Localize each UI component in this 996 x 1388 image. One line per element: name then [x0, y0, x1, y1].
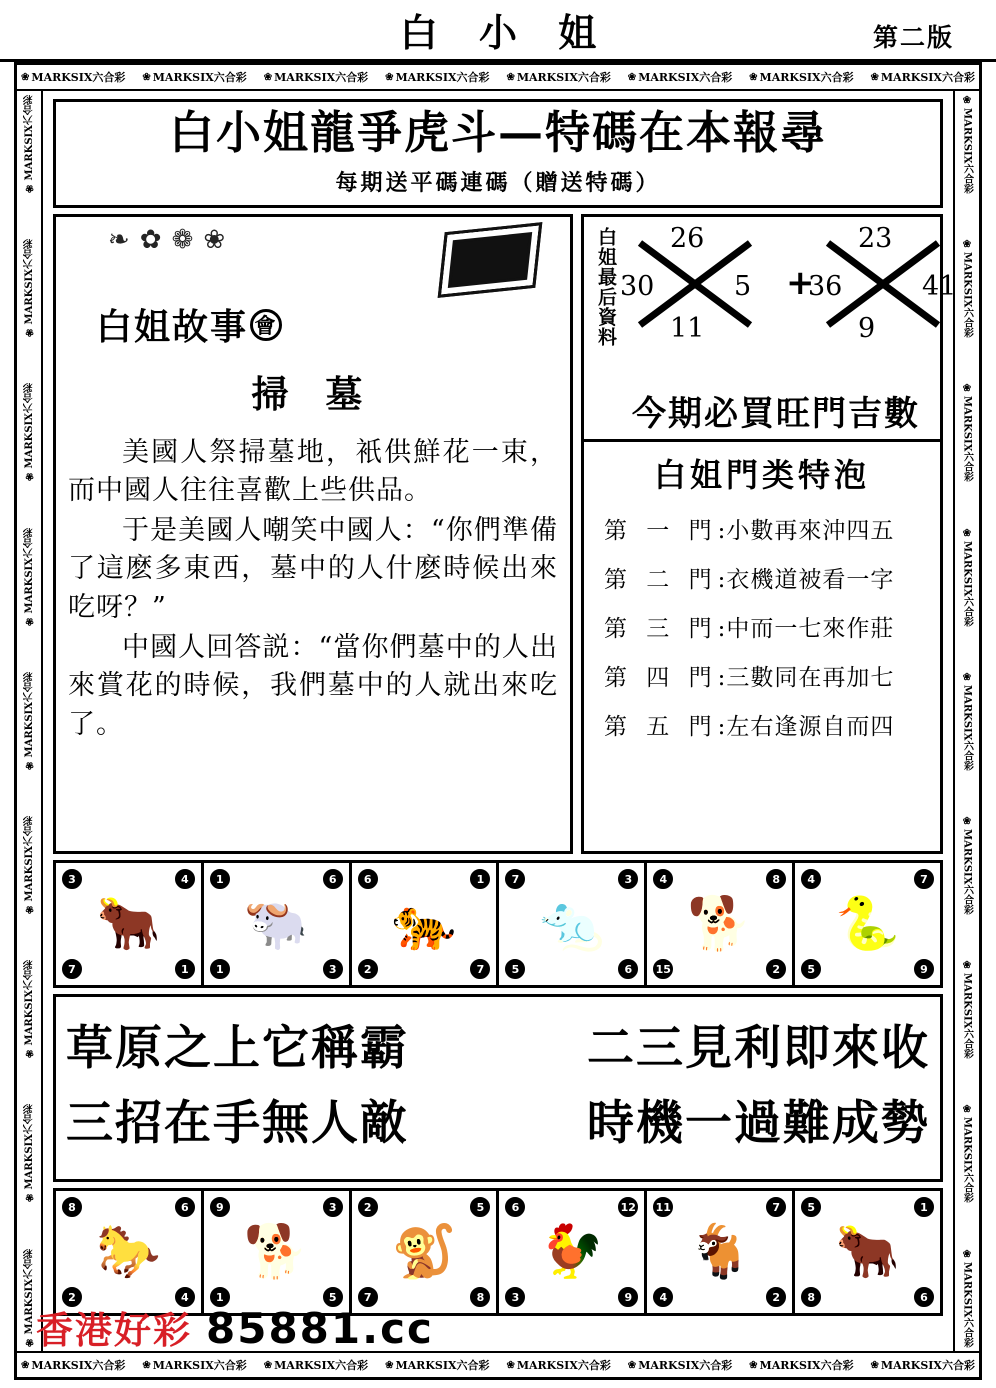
zodiac-number-ball: 2: [358, 1197, 378, 1217]
marksix-token-label: MARKSIX六合彩: [23, 1104, 35, 1190]
zodiac-number-ball: 7: [62, 959, 82, 979]
right-column: [581, 214, 957, 854]
zodiac-animal-icon: 🐂: [835, 1221, 900, 1282]
zodiac-number-ball: 3: [505, 1287, 525, 1307]
zodiac-animal-icon: 🐎: [96, 1221, 161, 1282]
marksix-token-label: MARKSIX六合彩: [961, 973, 973, 1059]
zodiac-number-ball: 1: [175, 959, 195, 979]
zodiac-cell[interactable]: [499, 1191, 647, 1313]
gate-label: 第 二 門: [604, 566, 718, 593]
marksix-token: [142, 69, 246, 85]
zodiac-number-ball: 5: [801, 1197, 821, 1217]
number-cluster-b: [808, 222, 960, 345]
gate-label: 第 五 門: [604, 713, 718, 740]
footer-brand-number: 85881.cc: [206, 1304, 434, 1353]
zodiac-cell[interactable]: [56, 1191, 204, 1313]
zodiac-number-ball: 6: [618, 959, 638, 979]
marksix-token-label: MARKSIX六合彩: [961, 828, 973, 915]
story-box: [53, 214, 573, 854]
flower-icon: ❀: [961, 1248, 973, 1260]
page-content: [43, 91, 957, 1351]
marksix-token: [264, 69, 368, 85]
marksix-token-label: MARKSIX六合彩: [152, 1359, 247, 1372]
zodiac-number-ball: 1: [210, 1287, 230, 1307]
zodiac-number-ball: 9: [618, 1287, 638, 1307]
flower-icon: ❀: [870, 71, 879, 83]
lucky-number: 23: [858, 222, 893, 254]
flower-icon: ❀: [961, 239, 973, 251]
flower-icon: ❀: [385, 71, 394, 83]
zodiac-animal-icon: 🐒: [391, 1221, 457, 1282]
number-cluster-a: [620, 222, 772, 345]
marksix-token-label: MARKSIX六合彩: [961, 540, 973, 627]
marksix-token-label: MARKSIX六合彩: [759, 1359, 854, 1372]
lucky-number: 30: [620, 270, 655, 302]
ribbon-left: [17, 91, 43, 1351]
gate-row: 第 四 門:三數同在再加七: [604, 664, 895, 691]
marksix-token: [749, 69, 853, 85]
headline-box: [53, 99, 943, 208]
marksix-token-label: MARKSIX六合彩: [23, 239, 35, 325]
zodiac-number-ball: 6: [358, 869, 378, 889]
footer-brand-cn: 香港好彩: [36, 1308, 192, 1352]
zodiac-number-ball: 3: [62, 869, 82, 889]
ribbon-top: [17, 65, 979, 91]
flower-icon: ❀: [23, 1047, 35, 1059]
zodiac-number-ball: 3: [323, 959, 343, 979]
flower-icon: ❀: [21, 1359, 30, 1371]
couplet-line: [66, 1086, 930, 1153]
marksix-token: [385, 69, 489, 85]
zodiac-number-ball: 11: [653, 1197, 673, 1217]
gate-text: 小數再來沖四五: [726, 517, 895, 544]
marksix-token-label: MARKSIX六合彩: [880, 1359, 975, 1372]
marksix-token: [22, 1249, 37, 1348]
headline-sub: 每期送平碼連碼（贈送特碼）: [335, 169, 661, 196]
flower-icon: ❀: [23, 759, 35, 771]
marksix-token-label: MARKSIX六合彩: [880, 71, 975, 84]
marksix-token: [22, 528, 37, 627]
marksix-token: [385, 1357, 489, 1373]
couplet-left: 三招在手無人敵: [66, 1095, 409, 1151]
couplet-right: 二三見利即來收: [587, 1020, 930, 1076]
zodiac-cell[interactable]: [204, 1191, 352, 1313]
marksix-token: [960, 528, 975, 627]
marksix-token-label: MARKSIX六合彩: [961, 396, 973, 482]
flower-icon: ❀: [870, 1359, 879, 1371]
gate-label: 第 三 門: [604, 615, 718, 642]
marksix-token: [22, 816, 37, 915]
gate-row: 第 一 門:小數再來沖四五: [604, 517, 895, 544]
zodiac-cell[interactable]: [647, 863, 795, 985]
flower-icon: ❀: [385, 1359, 394, 1371]
flower-icon: ❀: [142, 71, 151, 83]
zodiac-number-ball: 2: [62, 1287, 82, 1307]
zodiac-number-ball: 1: [210, 869, 230, 889]
zodiac-number-ball: 2: [766, 1287, 786, 1307]
marksix-token: [22, 960, 37, 1059]
marksix-token: [22, 672, 37, 771]
marksix-token-label: MARKSIX六合彩: [961, 1261, 973, 1347]
story-paragraph: 于是美國人嘲笑中國人：“你們準備了這麽多東西，墓中的人什麽時候出來吃呀？”: [68, 515, 558, 623]
story-paragraph: 美國人祭掃墓地，衹供鮮花一束，而中國人往往喜歡上些供品。: [68, 436, 558, 506]
story-paragraph: 中國人回答説：“當你們墓中的人出來賞花的時候，我們墓中的人就出來吃了。: [68, 632, 558, 740]
zodiac-cell[interactable]: [499, 863, 647, 985]
zodiac-cell[interactable]: [56, 863, 204, 985]
gate-label: 第 四 門: [604, 664, 718, 691]
marksix-token: [506, 69, 610, 85]
lucky-number: 26: [670, 222, 705, 254]
zodiac-animal-icon: 🐕: [687, 893, 753, 954]
flower-icon: ❀: [21, 71, 30, 83]
zodiac-animal-icon: 🐂: [96, 893, 161, 954]
marksix-token: [628, 69, 732, 85]
flower-icon: ❀: [961, 960, 973, 972]
flower-icon: ❀: [627, 1359, 637, 1371]
marksix-token-label: MARKSIX六合彩: [23, 671, 35, 758]
marksix-token-label: MARKSIX六合彩: [23, 960, 35, 1046]
marksix-token-label: MARKSIX六合彩: [152, 71, 247, 84]
zodiac-number-ball: 9: [914, 959, 934, 979]
zodiac-number-ball: 5: [323, 1287, 343, 1307]
zodiac-number-ball: 4: [653, 1287, 673, 1307]
flower-icon: ❀: [961, 671, 973, 683]
marksix-token: [960, 672, 975, 771]
zodiac-number-ball: 8: [801, 1287, 821, 1307]
marksix-token-label: MARKSIX六合彩: [31, 71, 126, 84]
lucky-side-label: 白姐最后資料: [595, 226, 617, 347]
zodiac-number-ball: 8: [766, 869, 786, 889]
couplet-line: [66, 1011, 930, 1078]
flower-icon: ❀: [961, 95, 973, 106]
marksix-token: [264, 1357, 368, 1373]
marksix-token: [22, 1104, 37, 1203]
marksix-token-label: MARKSIX六合彩: [395, 1359, 490, 1372]
marksix-token-label: MARKSIX六合彩: [759, 71, 854, 84]
flower-icon: ❧✿❁❀: [108, 224, 236, 255]
zodiac-number-ball: 3: [323, 1197, 343, 1217]
flower-icon: ❀: [23, 470, 35, 482]
zodiac-number-ball: 1: [470, 869, 490, 889]
marksix-token-label: MARKSIX六合彩: [23, 95, 35, 181]
marksix-token-label: MARKSIX六合彩: [23, 1248, 35, 1334]
zodiac-number-ball: 4: [175, 869, 195, 889]
headline-main: 白小姐龍爭虎斗—特碼在本報尋: [168, 106, 827, 159]
zodiac-animal-icon: 🐕: [243, 1221, 309, 1282]
zodiac-cell[interactable]: [795, 1191, 940, 1313]
footer-watermark: [36, 1300, 434, 1354]
lucky-number: 9: [858, 312, 876, 344]
gate-label: 第 一 門: [604, 517, 718, 544]
marksix-token-label: MARKSIX六合彩: [961, 1117, 973, 1203]
marksix-token-label: MARKSIX六合彩: [395, 71, 490, 84]
zodiac-number-ball: 4: [175, 1287, 195, 1307]
flower-icon: ❀: [23, 182, 35, 194]
flower-icon: ❀: [749, 71, 758, 83]
marksix-token: [871, 69, 975, 85]
zodiac-animal-icon: 🐐: [687, 1221, 753, 1282]
masthead: [0, 0, 996, 62]
zodiac-number-ball: 6: [175, 1197, 195, 1217]
marksix-token: [960, 1249, 975, 1348]
zodiac-number-ball: 6: [505, 1197, 525, 1217]
marksix-token-label: MARKSIX六合彩: [23, 815, 35, 902]
zodiac-number-ball: 7: [766, 1197, 786, 1217]
gate-row: 第 三 門:中而一七來作莊: [604, 615, 895, 642]
marksix-token: [21, 1357, 125, 1373]
marksix-token-label: MARKSIX六合彩: [516, 1359, 611, 1372]
page-frame: [14, 62, 982, 1380]
flower-icon: ❀: [263, 1359, 273, 1371]
gate-text: 三數同在再加七: [726, 664, 895, 691]
flower-icon: ❀: [961, 383, 973, 395]
marksix-token: [960, 95, 975, 194]
story-decoration: [68, 225, 558, 297]
marksix-token: [142, 1357, 246, 1373]
couplet-left: 草原之上它稱霸: [66, 1020, 409, 1076]
gates-title: 白姐門类特泡: [653, 455, 870, 494]
flower-icon: ❀: [627, 71, 637, 83]
marksix-token-label: MARKSIX六合彩: [23, 383, 35, 469]
zodiac-number-ball: 6: [323, 869, 343, 889]
zodiac-number-ball: 2: [766, 959, 786, 979]
gate-row: 第 二 門:衣機道被看一字: [604, 566, 895, 593]
lucky-caption: 今期必買旺門吉數: [632, 393, 920, 434]
marksix-token: [960, 816, 975, 915]
flower-icon: ❀: [23, 326, 35, 338]
plus-icon: +: [786, 262, 815, 303]
zodiac-number-ball: 7: [358, 1287, 378, 1307]
marksix-token: [871, 1357, 975, 1373]
zodiac-cell[interactable]: [352, 1191, 500, 1313]
zodiac-cell[interactable]: [647, 1191, 795, 1313]
marksix-token: [506, 1357, 610, 1373]
zodiac-animal-icon: 🐀: [539, 893, 605, 954]
story-brand: [96, 299, 558, 350]
gates-box: [581, 442, 943, 854]
flower-icon: ❀: [23, 903, 35, 915]
zodiac-animal-icon: 🐃: [243, 893, 309, 954]
edition-label: 第二版: [872, 23, 954, 52]
marksix-token: [960, 1104, 975, 1203]
zodiac-animal-icon: 🐅: [391, 893, 457, 954]
flower-icon: ❀: [23, 1336, 35, 1347]
marksix-token: [22, 239, 37, 338]
marksix-token-label: MARKSIX六合彩: [516, 71, 611, 84]
zodiac-strip-top: [53, 860, 943, 988]
middle-section: [53, 214, 957, 854]
zodiac-number-ball: 8: [62, 1197, 82, 1217]
zodiac-number-ball: 12: [618, 1197, 638, 1217]
marksix-token-label: MARKSIX六合彩: [638, 71, 733, 84]
gate-text: 中而一七來作莊: [726, 615, 895, 642]
book-icon: [438, 222, 543, 298]
gate-row: 第 五 門:左右逢源自而四: [604, 713, 895, 740]
lucky-number: 5: [734, 270, 752, 302]
couplet-box: [53, 994, 943, 1182]
story-title: 掃 墓: [251, 371, 375, 416]
flower-icon: ❀: [961, 527, 973, 539]
zodiac-cell[interactable]: [795, 863, 940, 985]
marksix-token-label: MARKSIX六合彩: [274, 71, 369, 84]
zodiac-number-ball: 2: [358, 959, 378, 979]
zodiac-number-ball: 4: [653, 869, 673, 889]
zodiac-number-ball: 4: [801, 869, 821, 889]
marksix-token: [749, 1357, 853, 1373]
flower-icon: ❀: [142, 1359, 151, 1371]
zodiac-animal-icon: 🐓: [539, 1221, 605, 1282]
zodiac-number-ball: 5: [470, 1197, 490, 1217]
zodiac-animal-icon: 🐍: [835, 893, 900, 954]
lucky-number: 36: [808, 270, 843, 302]
marksix-token-label: MARKSIX六合彩: [31, 1359, 126, 1372]
marksix-token: [22, 95, 37, 194]
gate-text: 衣機道被看一字: [726, 566, 895, 593]
zodiac-number-ball: 5: [801, 959, 821, 979]
lucky-numbers-box: [581, 214, 957, 442]
story-brand-circle: 會: [250, 309, 282, 341]
zodiac-number-ball: 6: [914, 1287, 934, 1307]
story-brand-text: 白姐故事: [96, 305, 249, 348]
marksix-token-label: MARKSIX六合彩: [23, 527, 35, 614]
flower-icon: ❀: [506, 1359, 515, 1371]
zodiac-cell[interactable]: [352, 863, 500, 985]
marksix-token-label: MARKSIX六合彩: [274, 1359, 369, 1372]
marksix-token: [21, 69, 125, 85]
marksix-token: [960, 383, 975, 482]
zodiac-number-ball: 15: [653, 959, 673, 979]
lucky-number: 11: [670, 312, 705, 344]
flower-icon: ❀: [23, 1191, 35, 1203]
marksix-token: [960, 960, 975, 1059]
zodiac-number-ball: 1: [210, 959, 230, 979]
zodiac-number-ball: 7: [505, 869, 525, 889]
zodiac-number-ball: 1: [914, 1197, 934, 1217]
ribbon-bottom: [17, 1351, 979, 1377]
couplet-right: 時機一過難成勢: [587, 1095, 930, 1151]
marksix-token-label: MARKSIX六合彩: [961, 684, 973, 771]
zodiac-number-ball: 3: [618, 869, 638, 889]
flower-icon: ❀: [506, 71, 515, 83]
zodiac-number-ball: 9: [210, 1197, 230, 1217]
marksix-token-label: MARKSIX六合彩: [961, 252, 973, 338]
marksix-token-label: MARKSIX六合彩: [638, 1359, 733, 1372]
flower-icon: ❀: [23, 615, 35, 627]
zodiac-strip-bottom: [53, 1188, 943, 1316]
marksix-token: [22, 383, 37, 482]
marksix-token: [960, 239, 975, 338]
flower-icon: ❀: [749, 1359, 758, 1371]
marksix-token: [628, 1357, 732, 1373]
lucky-number: 41: [922, 270, 957, 302]
zodiac-cell[interactable]: [204, 863, 352, 985]
flower-icon: ❀: [263, 71, 273, 83]
zodiac-number-ball: 5: [505, 959, 525, 979]
marksix-token-label: MARKSIX六合彩: [961, 108, 973, 194]
zodiac-number-ball: 7: [914, 869, 934, 889]
zodiac-number-ball: 7: [470, 959, 490, 979]
flower-icon: ❀: [961, 1104, 973, 1116]
page-title: 白 小 姐: [399, 10, 611, 55]
flower-icon: ❀: [961, 815, 973, 827]
zodiac-number-ball: 8: [470, 1287, 490, 1307]
gate-text: 左右逢源自而四: [726, 713, 895, 740]
